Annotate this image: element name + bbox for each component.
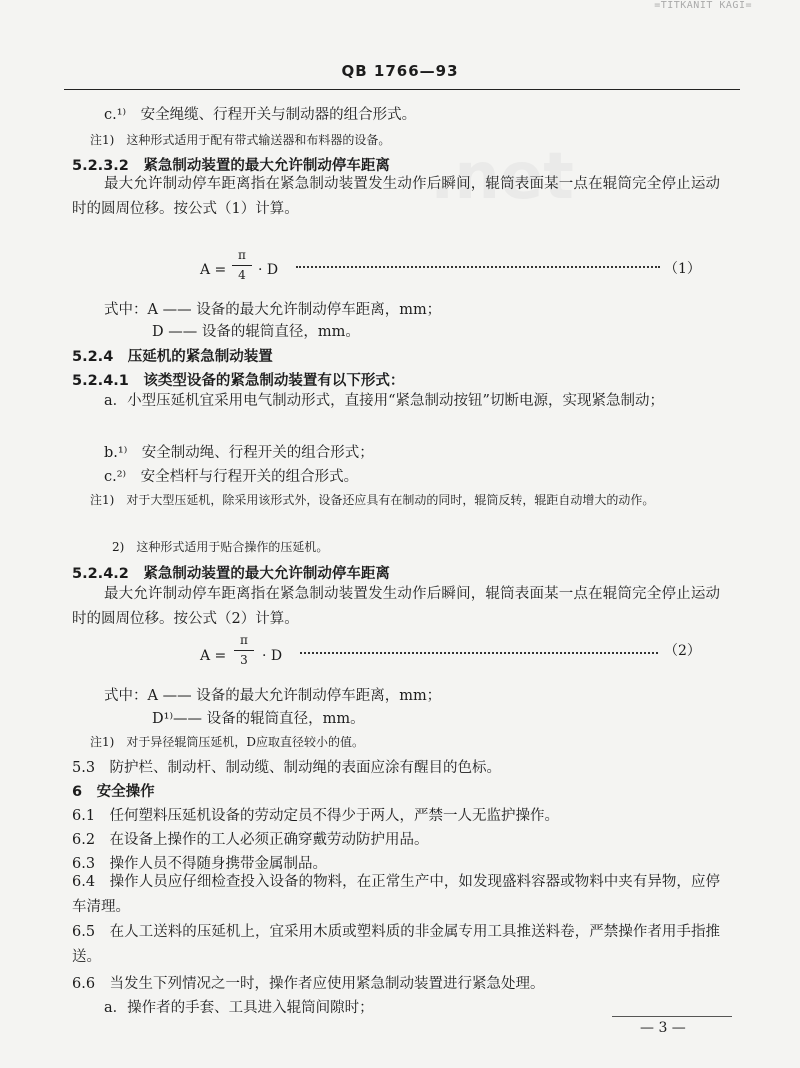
section-6-6-item-a: a．操作者的手套、工具进入辊筒间隙时； <box>104 1000 374 1016</box>
formula-2-fraction-bar <box>234 650 254 651</box>
note-different-diameter: 注1) 对于异径辊筒压延机，D应取直径较小的值。 <box>90 735 364 749</box>
page-number: — 3 — <box>640 1020 686 1036</box>
formula-2-leader-dots <box>300 652 658 654</box>
section-6-title: 6 安全操作 <box>72 784 155 800</box>
section-5-2-4-2-title: 5.2.4.2 紧急制动装置的最大允许制动停车距离 <box>72 566 390 582</box>
header-rule <box>64 89 740 90</box>
formula-2-where-a: 式中：A —— 设备的最大允许制动停车距离，mm； <box>104 688 442 704</box>
watermark: .net <box>430 140 574 214</box>
section-6-2: 6.2 在设备上操作的工人必须正确穿戴劳动防护用品。 <box>72 832 429 848</box>
formula-1-denominator: 4 <box>238 268 246 282</box>
section-6-5: 6.5 在人工送料的压延机上，宜采用木质或塑料质的非金属专用工具推送料卷，严禁操作者用手指推送。 <box>72 924 720 965</box>
formula-1-where-d: D —— 设备的辊筒直径，mm。 <box>152 324 360 340</box>
formula-1-rhs: · D <box>258 262 279 278</box>
item-a-electric-brake: a．小型压延机宜采用电气制动形式，直接用“紧急制动按钮”切断电源，实现紧急制动； <box>104 393 664 409</box>
note-large-calender: 注1) 对于大型压延机，除采用该形式外，设备还应具有在制动的同时，辊筒反转，辊距自动增大的动作。 <box>90 493 655 507</box>
formula-2-rhs: · D <box>262 648 283 664</box>
section-5-2-3-2-title: 5.2.3.2 紧急制动装置的最大允许制动停车距离 <box>72 158 390 174</box>
note-laminating: 2) 这种形式适用于贴合操作的压延机。 <box>112 540 329 554</box>
corner-mark: =TITKANIT KAGI= <box>654 0 752 11</box>
formula-2-denominator: 3 <box>240 653 248 667</box>
formula-2-lhs: A = <box>200 648 227 664</box>
formula-1-fraction-bar <box>232 265 252 266</box>
section-5-2-4-title: 5.2.4 压延机的紧急制动装置 <box>72 349 273 365</box>
section-5-3: 5.3 防护栏、制动杆、制动缆、制动绳的表面应涂有醒目的色标。 <box>72 760 502 776</box>
item-c-bar-switch: c.²⁾ 安全档杆与行程开关的组合形式。 <box>104 469 359 485</box>
standard-number-header: QB 1766—93 <box>341 62 459 80</box>
formula-2-where-d: D¹⁾—— 设备的辊筒直径，mm。 <box>152 711 365 727</box>
formula-2-numerator: π <box>240 633 248 647</box>
section-5-2-4-1-title: 5.2.4.1 该类型设备的紧急制动装置有以下形式： <box>72 373 405 389</box>
formula-2-number: （2） <box>664 643 701 659</box>
section-6-4: 6.4 操作人员应仔细检查投入设备的物料，在正常生产中，如发现盛料容器或物料中夹有异物，应停车清理。 <box>72 874 720 915</box>
section-6-3: 6.3 操作人员不得随身携带金属制品。 <box>72 856 328 872</box>
item-b-brake-rope-switch: b.¹⁾ 安全制动绳、行程开关的组合形式； <box>104 445 374 461</box>
footer-rule <box>612 1016 732 1017</box>
section-5-2-3-2-body: 最大允许制动停车距离指在紧急制动装置发生动作后瞬间，辊筒表面某一点在辊筒完全停止运动时的圆周位移。按公式（1）计算。 <box>72 176 720 217</box>
section-6-6: 6.6 当发生下列情况之一时，操作者应使用紧急制动装置进行紧急处理。 <box>72 976 545 992</box>
section-6-1: 6.1 任何塑料压延机设备的劳动定员不得少于两人，严禁一人无监护操作。 <box>72 808 560 824</box>
formula-1-number: （1） <box>664 261 701 277</box>
section-5-2-4-2-body: 最大允许制动停车距离指在紧急制动装置发生动作后瞬间，辊筒表面某一点在辊筒完全停止运动时的圆周位移。按公式（2）计算。 <box>72 586 720 627</box>
formula-1-numerator: π <box>238 248 246 262</box>
note-belt-conveyor: 注1) 这种形式适用于配有带式输送器和布料器的设备。 <box>90 133 391 147</box>
item-c-rope-switch-brake: c.¹⁾ 安全绳缆、行程开关与制动器的组合形式。 <box>104 107 417 123</box>
formula-1-where-a: 式中：A —— 设备的最大允许制动停车距离，mm； <box>104 302 442 318</box>
formula-1-leader-dots <box>296 266 660 268</box>
formula-1-lhs: A = <box>200 262 227 278</box>
